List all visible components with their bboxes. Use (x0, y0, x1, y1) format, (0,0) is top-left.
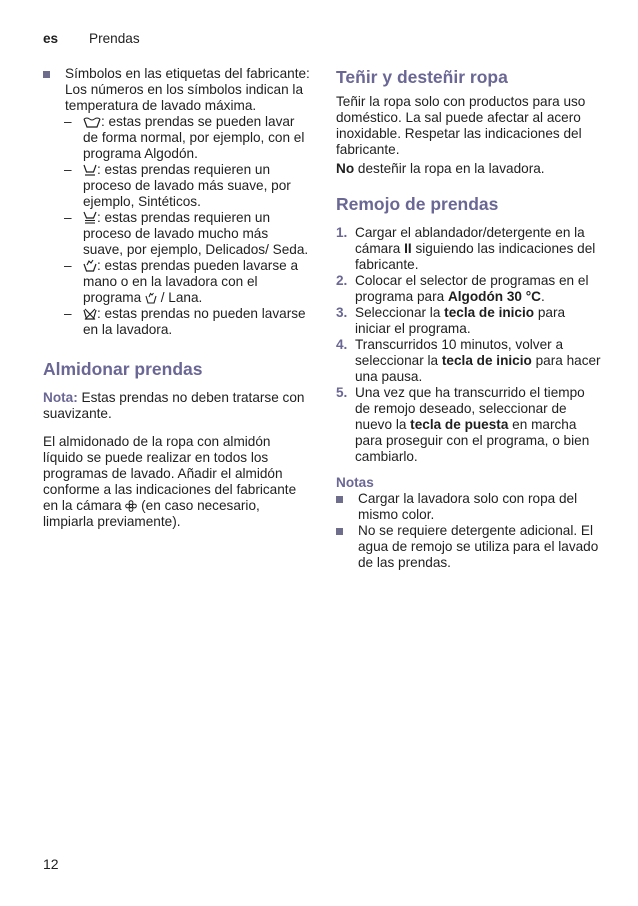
page-number: 12 (43, 856, 59, 872)
step-item: 4. Transcurridos 10 minutos, volver a seleccionar la tecla de inicio para hacer una pausa. (336, 337, 601, 384)
starch-text: El almidonado de la ropa con almidón líquido se puede realizar en todos los programas de lavado. Añadir el almidón conforme a las indicaciones del fabricante en la cámara (43, 434, 297, 513)
step-item: 5. Una vez que ha transcurrido el tiempo de remojo deseado, seleccionar de nuevo la tecla de puesta en marcha para proseguir con el programa, o bien cambiarlo. (336, 385, 590, 464)
dye-no-text: desteñir la ropa en la lavadora. (354, 161, 545, 176)
starch-note (43, 390, 311, 422)
dye-paragraph: Teñir la ropa solo con productos para uso doméstico. La sal puede afectar al acero inoxidable. Respetar las indicaciones del fabricante. (336, 94, 586, 157)
dye-no: No (336, 161, 355, 176)
left-column (43, 66, 311, 530)
step-number: 4. (336, 337, 348, 352)
do-not-wash-icon (83, 308, 97, 320)
note-label: Nota: (43, 390, 78, 405)
dye-heading: Teñir y desteñir ropa (336, 67, 508, 87)
symbol-text-hand-wash-suffix: / Lana. (156, 290, 203, 305)
dye-warning (336, 161, 602, 177)
symbol-item-no-wash: – : estas prendas no pueden lavarse en la lavadora. (64, 306, 306, 337)
bullet-square-icon (43, 71, 50, 78)
symbol-text-gentle: : estas prendas requieren un proceso de lavado más suave, por ejemplo, Sintéticos. (83, 162, 291, 209)
symbol-text-no-wash: : estas prendas no pueden lavarse en la lavadora. (83, 306, 306, 337)
note-item: No se requiere detergente adicional. El agua de remojo se utiliza para el lavado de las prendas. (336, 523, 602, 571)
starch-paragraph (43, 434, 311, 530)
soak-heading: Remojo de prendas (336, 194, 499, 214)
symbol-item-normal: – : estas prendas se pueden lavar de forma normal, por ejemplo, con el programa Algodón. (64, 114, 305, 161)
step-number: 5. (336, 385, 348, 400)
step-number: 3. (336, 305, 348, 320)
symbols-intro: Símbolos en las etiquetas del fabricante: Los números en los símbolos indican la temperatura de lavado máxima. (65, 66, 310, 113)
starch-text-end: (en caso necesario, limpiarla previamente). (43, 498, 260, 529)
section-title: Prendas (89, 31, 140, 46)
step-item: 2. Colocar el selector de programas en el programa para Algodón 30 °C. (336, 273, 589, 304)
soak-steps (336, 225, 602, 465)
symbol-text-very-gentle: : estas prendas requieren un proceso de lavado mucho más suave, por ejemplo, Delicados/ Seda. (83, 210, 309, 257)
symbol-text-normal: : estas prendas se pueden lavar de forma normal, por ejemplo, con el programa Algodón. (83, 114, 305, 161)
symbol-text-hand-wash: : estas prendas pueden lavarse a mano o en la lavadora con el programa (83, 258, 299, 305)
wool-program-icon (145, 292, 157, 304)
notes-heading: Notas (336, 475, 374, 490)
hand-wash-icon (83, 259, 97, 272)
symbol-item-very-gentle: – : estas prendas requieren un proceso de lavado mucho más suave, por ejemplo, Delicados/ Seda. (64, 210, 309, 257)
language-code: es (43, 31, 59, 46)
washtub-one-bar-icon (83, 164, 97, 176)
bullet-square-icon (336, 528, 343, 535)
step-item: 3. Seleccionar la tecla de inicio para iniciar el programa. (336, 305, 566, 336)
bullet-square-icon (336, 496, 343, 503)
symbol-item-gentle: – : estas prendas requieren un proceso de lavado más suave, por ejemplo, Sintéticos. (64, 162, 291, 209)
page-header (43, 31, 140, 47)
washtub-two-bars-icon (83, 211, 97, 224)
note-text: Estas prendas no deben tratarse con suavizante. (43, 390, 305, 421)
step-number: 2. (336, 273, 348, 288)
symbols-bullet (43, 66, 311, 114)
step-item: 1. Cargar el ablandador/detergente en la cámara II siguiendo las indicaciones del fabricante. (336, 225, 596, 272)
flower-compartment-icon (125, 500, 137, 512)
note-item: Cargar la lavadora solo con ropa del mismo color. (336, 491, 602, 523)
symbol-item-hand-wash: – : estas prendas pueden lavarse a mano o en la lavadora con el programa / Lana. (64, 258, 299, 305)
starch-heading: Almidonar prendas (43, 359, 203, 379)
right-column (336, 66, 602, 571)
washtub-icon (83, 117, 101, 128)
step-number: 1. (336, 225, 348, 240)
